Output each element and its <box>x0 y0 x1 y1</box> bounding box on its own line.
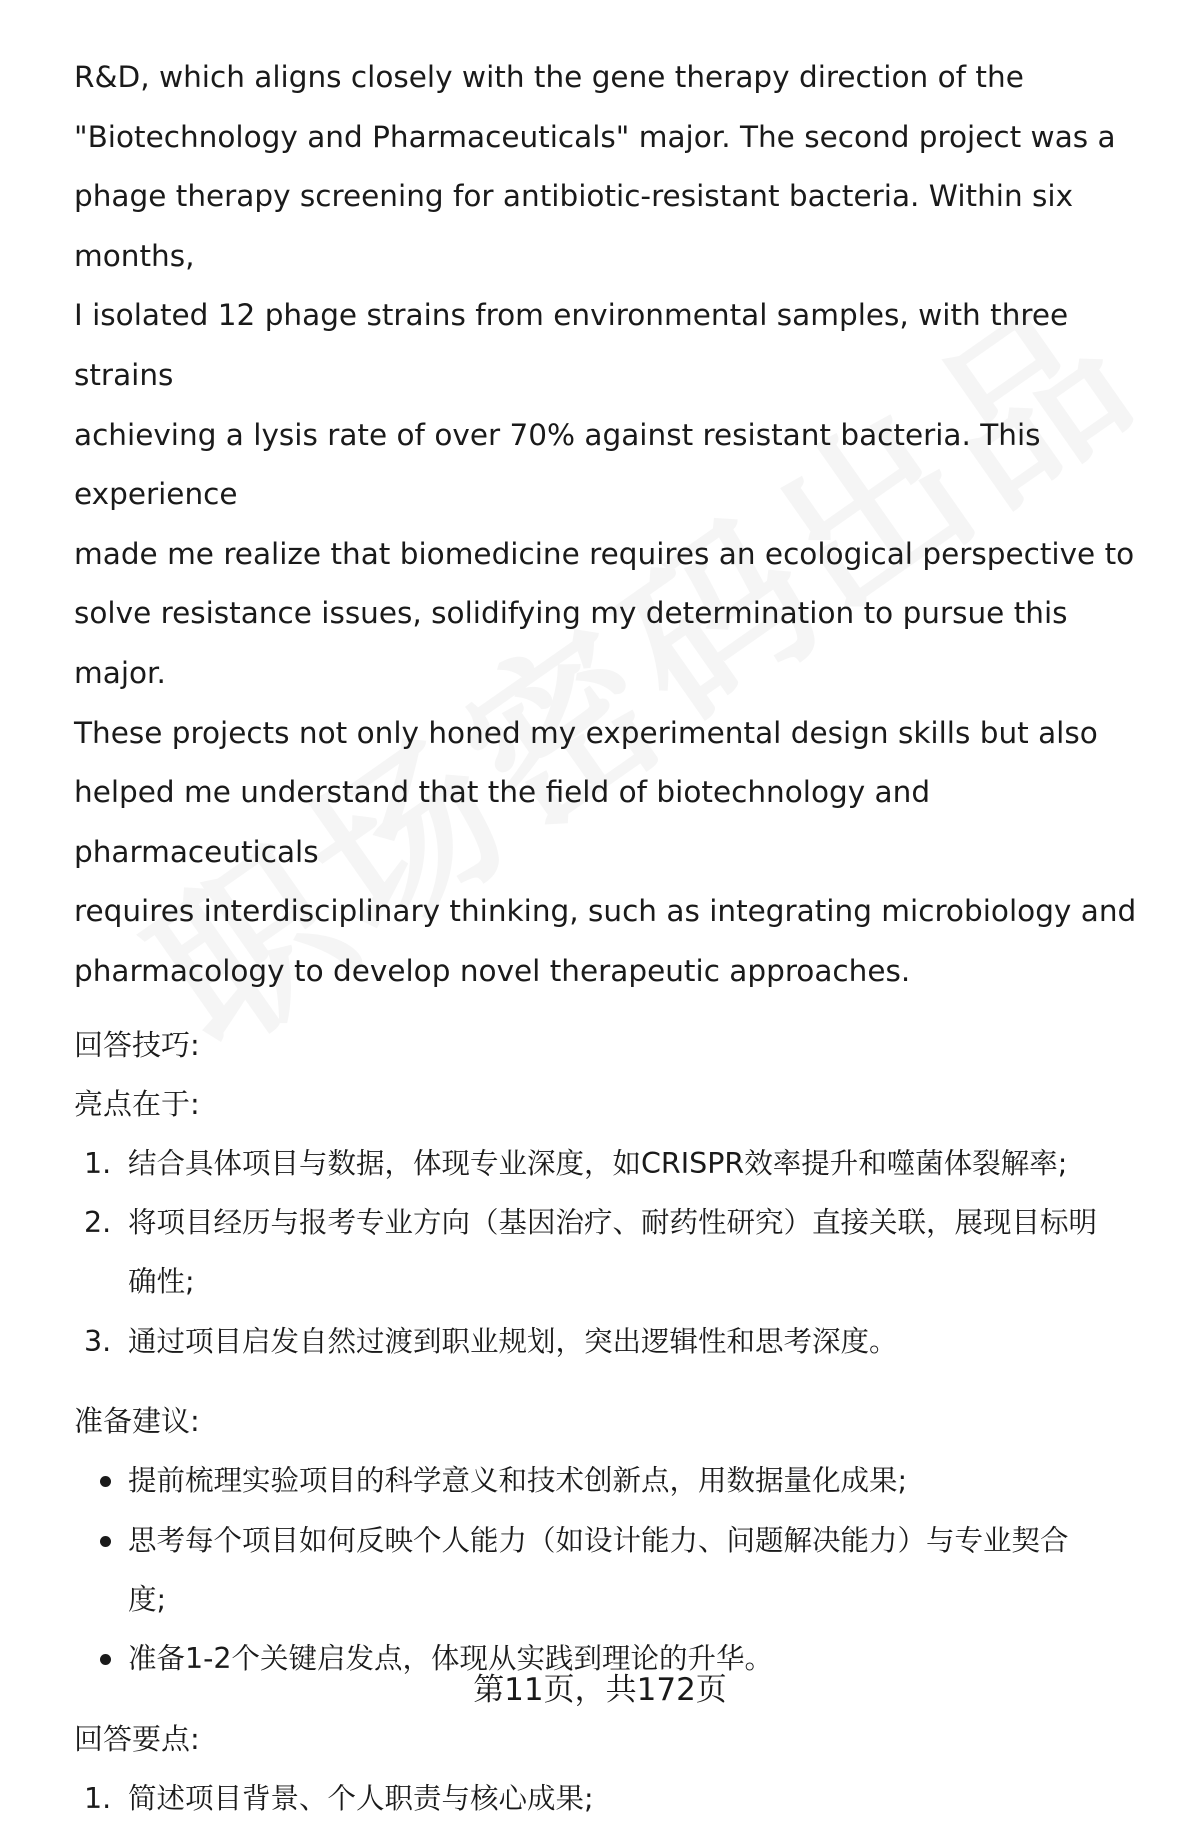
paragraph-line: requires interdisciplinary thinking, such as integrating microbiology and <box>74 894 1137 929</box>
list-item-text: 将项目经历与报考专业方向（基因治疗、耐药性研究）直接关联，展现目标明 <box>128 1205 1098 1239</box>
keypoints-list <box>74 1769 1164 1828</box>
list-item-text: 思考每个项目如何反映个人能力（如设计能力、问题解决能力）与专业契合 <box>128 1523 1069 1557</box>
list-item <box>74 1134 1164 1193</box>
list-item <box>74 1511 1164 1630</box>
paragraph-line: These projects not only honed my experimental design skills but also <box>74 715 1098 750</box>
keypoints-heading: 回答要点: <box>74 1721 200 1756</box>
list-item-text: 提前梳理实验项目的科学意义和技术创新点，用数据量化成果; <box>128 1464 908 1498</box>
paragraph-line: solve resistance issues, solidifying my determination to pursue this major. <box>74 596 1068 690</box>
list-item <box>74 1451 1164 1510</box>
list-item-text: 简述项目背景、个人职责与核心成果; <box>128 1781 594 1815</box>
list-item-text: 确性; <box>128 1265 195 1299</box>
list-number: 1. <box>84 1781 112 1815</box>
paragraph-line: made me realize that biomedicine requires an ecological perspective to <box>74 536 1135 571</box>
bullet-icon <box>100 1536 111 1547</box>
paragraph-line: I isolated 12 phage strains from environmental samples, with three strains <box>74 298 1069 392</box>
list-number: 1. <box>84 1146 112 1180</box>
paragraph-line: "Biotechnology and Pharmaceuticals" major. The second project was a <box>74 119 1116 154</box>
paragraph-line: R&D, which aligns closely with the gene therapy direction of the <box>74 60 1024 94</box>
bullet-icon <box>100 1476 111 1487</box>
prep-list <box>74 1451 1164 1689</box>
paragraph-line: achieving a lysis rate of over 70% against resistant bacteria. This experience <box>74 417 1041 512</box>
paragraph-line: pharmacology to develop novel therapeutic approaches. <box>74 953 911 988</box>
page-footer: 第11页，共172页 <box>473 1672 727 1708</box>
highlights-heading: 亮点在于: <box>74 1086 200 1121</box>
list-item <box>74 1193 1164 1312</box>
list-item-text: 度; <box>128 1582 167 1616</box>
list-item-text: 结合具体项目与数据，体现专业深度，如CRISPR效率提升和噬菌体裂解率; <box>128 1146 1068 1180</box>
body-paragraph <box>74 48 1164 1002</box>
document-body <box>74 48 1164 1828</box>
highlights-list <box>74 1134 1164 1372</box>
prep-heading: 准备建议: <box>74 1404 200 1439</box>
list-number: 2. <box>84 1205 112 1239</box>
bullet-icon <box>100 1654 111 1665</box>
list-item <box>74 1312 1164 1371</box>
paragraph-line: helped me understand that the field of biotechnology and pharmaceuticals <box>74 775 931 869</box>
list-item <box>74 1769 1164 1828</box>
paragraph-line: phage therapy screening for antibiotic-resistant bacteria. Within six months, <box>74 179 1074 273</box>
list-number: 3. <box>84 1324 112 1358</box>
list-item-text: 通过项目启发自然过渡到职业规划，突出逻辑性和思考深度。 <box>128 1324 898 1358</box>
list-item-text: 准备1-2个关键启发点，体现从实践到理论的升华。 <box>128 1642 774 1676</box>
tips-heading: 回答技巧: <box>74 1027 200 1062</box>
